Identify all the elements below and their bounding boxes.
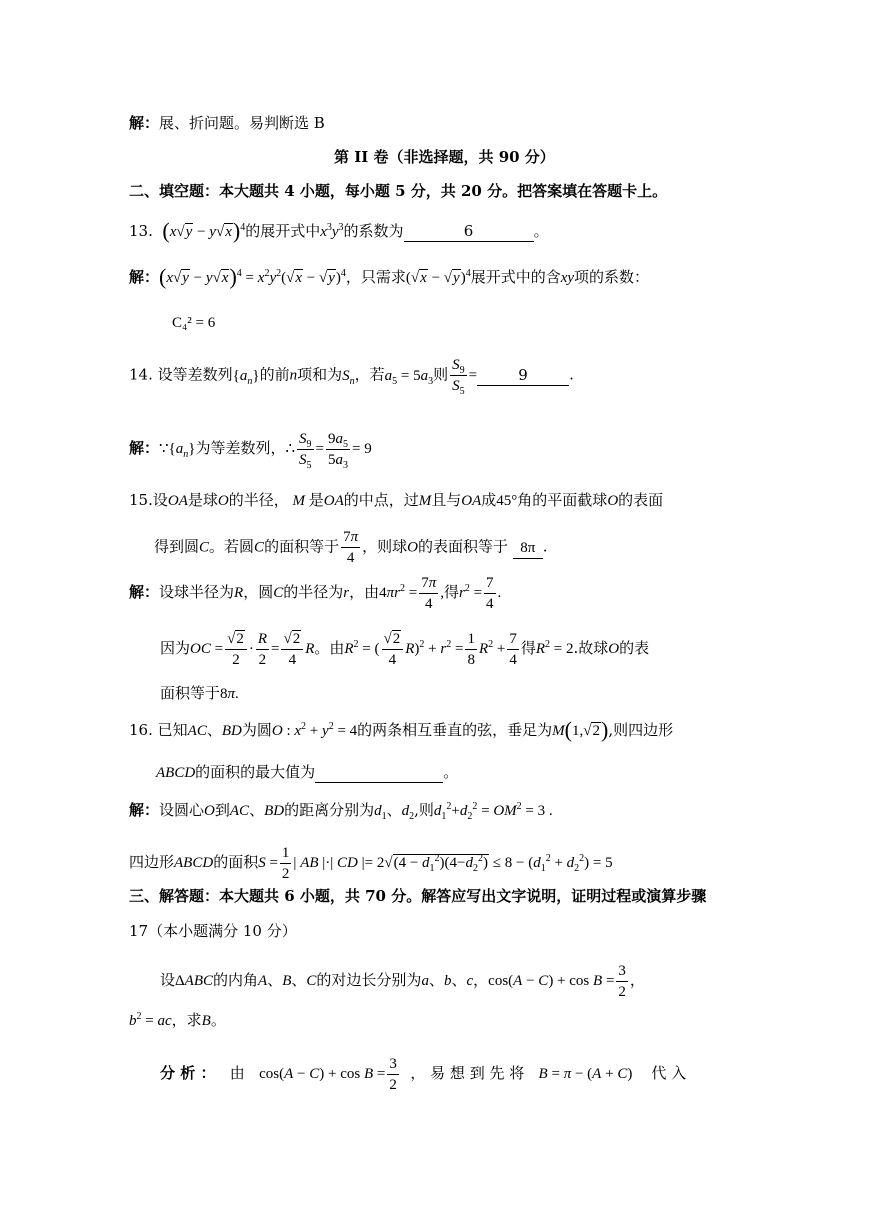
q17-analysis-2: ， 易 想 到 先 将 [410, 1063, 525, 1082]
q16-text-2: 为圆 [241, 721, 272, 739]
q13-solution-text-3: 项的系数： [574, 268, 650, 286]
q15-angle: 45° [496, 493, 518, 509]
q17-analysis-3: 代 入 [651, 1063, 687, 1082]
solution-label: 解： [129, 582, 160, 601]
q15-sol2-a: 因为 [160, 638, 191, 657]
q16-number: 16. [129, 721, 153, 739]
q17-end: 。 [210, 1011, 226, 1029]
q16-d1d2: $d_1$、$d_2$ [374, 803, 415, 822]
q13-solution-text-1: ，只需求 [345, 268, 406, 286]
q12-solution-text: 展、折问题。易判断选 B [159, 114, 325, 132]
q15-text-e: 的中点，过 [343, 491, 419, 509]
q14-question: 14. 设等差数列$\{a_n\}$的前n项和为$S_n$，若$a_5 = 5a_3$则 $\frac{S_9}{S_5}$ = 9 . [129, 357, 574, 397]
q14-text-3: 项和为 [297, 365, 343, 384]
q17-text-2: 的内角 [213, 970, 259, 989]
q15-sol2-e: 的表 [619, 638, 650, 657]
q16-sol-a: 设圆心 [159, 801, 205, 819]
q17-text-4: ， [473, 970, 489, 989]
q15-text-a: 15.设 [129, 491, 168, 509]
q17-text-5: ，求 [171, 1011, 202, 1029]
solution-label: 解： [129, 114, 160, 132]
q17-angle-b: B [282, 972, 292, 989]
q16-point: M(1,√2) [552, 717, 609, 742]
analysis-label: 分 析 ： [160, 1063, 216, 1082]
q13-solution-term: xy [560, 270, 575, 286]
q14-solution [129, 429, 372, 470]
q16-end: 。 [443, 763, 459, 781]
q15-oa: OA [167, 493, 188, 509]
q16-o: O [204, 803, 215, 819]
q15-text-2a: 得到圆 [154, 537, 200, 556]
q14-text-5: 则 [433, 365, 449, 384]
q17-text-3: 的对边长分别为 [316, 970, 422, 989]
q14-solution-seq: $\because\{a_n\}$ [159, 440, 196, 460]
q17-line-2 [129, 1010, 226, 1031]
q15-sol2-c: 得 [520, 638, 536, 657]
q15-line-1 [129, 490, 663, 511]
q15-text-2b: 。若圆 [209, 537, 255, 556]
q15-sol-d: ，由 [349, 582, 380, 601]
q15-m-2: M [418, 493, 432, 509]
solution-label: 解： [129, 438, 160, 457]
q14-seq: $\{a_n\}$ [232, 367, 260, 387]
q15-c: C [199, 539, 210, 556]
q17-analysis-1: 由 [229, 1063, 245, 1082]
q13-solution-expr-2: $(√x - √y)^4$ [405, 268, 471, 286]
section3-heading: 三、解答题：本大题共 6 小题，共 70 分。解答应写出文字说明，证明过程或演算步骤 [129, 887, 707, 905]
q15-text-2e: 的表面积等于 [417, 537, 508, 556]
q15-o-3: O [407, 539, 418, 556]
q14-sn: $S_n$ [342, 367, 355, 387]
q17-analysis-expr-2: B = π − (A + C) [538, 1065, 633, 1082]
q13-term: $x^3y^3$ [320, 222, 344, 240]
q16-sol-b: 到 [214, 801, 230, 819]
q16-sol2-a: 四边形 [129, 852, 175, 871]
q15-sol2-expr-2: $R^2$ = ( $\frac{√2}{4}$ $R)^2 + r^2$ = $\frac{1}{8}$ $R^2$ + $\frac{7}{4}$ [344, 631, 517, 668]
q15-text-d: 是 [308, 491, 324, 509]
q15-fraction: $\frac{7\pi}{4}$ [343, 529, 359, 566]
q16-ac: AC [229, 803, 250, 819]
q13-text-1: 的展开式中 [245, 222, 321, 240]
section2-heading: 二、填空题：本大题共 4 小题，每小题 5 分，共 20 分。把答案填在答题卡上。 [129, 182, 668, 200]
q15-sol-a: 设球半径为 [159, 582, 235, 601]
q14-fraction: $\frac{S_9}{S_5}$ [452, 357, 465, 397]
q15-sol-expr-2: $r^2$ = $\frac{7}{4}$ . [458, 575, 502, 612]
q13-solution [129, 264, 650, 289]
q15-oa-3: OA [461, 493, 482, 509]
q15-sol3-text: 面积等于 [160, 684, 221, 702]
q17-angle-c: C [306, 972, 317, 989]
q15-sol-e: 得 [443, 582, 459, 601]
q15-text-h: 角的平面截球 [517, 491, 608, 509]
q15-o: O [217, 493, 229, 509]
q12-solution [129, 113, 325, 133]
section2-title: 第 II 卷（非选择题，共 90 分） [334, 148, 555, 166]
q17-analysis [160, 1054, 686, 1095]
q15-o-4: O [608, 640, 620, 657]
q15-c-2: C [254, 539, 265, 556]
q16-text-1: 已知 [157, 721, 188, 739]
q16-solution-2 [129, 843, 613, 884]
q16-text-5: 的面积的最大值为 [195, 763, 316, 781]
q15-oa-2: OA [323, 493, 344, 509]
q16-area-expr: S = $\frac{1}{2}$ | AB |·| CD |= $2√(4 - d_1^2)(4-d_2^2) \le 8 - (d_1^2 + d_2^2) = 5$ [258, 845, 613, 882]
q15-sol-c: 的半径为 [283, 582, 344, 601]
q13-result: C₄² = 6 [172, 315, 216, 331]
q15-sol-b: ，圆 [243, 582, 274, 601]
q17-line-1: 设ΔABC的内角A、B、C的对边长分别为a、b、c，cos(A − C) + cos B = $\frac{3}{2}$ ， [160, 963, 645, 1000]
q15-sol3-expr: 8π. [220, 686, 239, 702]
q16-sol-expr: $d_1^2+d_2^2 = OM^2 = 3$ . [433, 801, 553, 822]
q14-answer-blank: 9 [477, 365, 569, 386]
q15-answer-blank: 8π [513, 538, 543, 559]
q17-angles: A [258, 972, 268, 989]
q17-triangle: ΔABC [175, 972, 214, 989]
q13-solution-expr: $(x√y - y√x)^4 = x^2y^2(√x - √y)^4$ [159, 264, 346, 289]
q15-r-small: r [343, 584, 350, 601]
q16-circle: O : $x^2 + y^2 = 4$ [271, 721, 358, 739]
q13-end: 。 [533, 222, 549, 240]
q16-sol-c: 的距离分别为 [284, 801, 375, 819]
q16-text-3: 的两条相互垂直的弦，垂足为 [357, 721, 553, 739]
q16-abcd-2: ABCD [174, 854, 214, 871]
q15-solution-3 [160, 683, 239, 704]
q16-solution-1: 解：设圆心O到AC、BD的距离分别为$d_1$、$d_2$,则$d_1^2+d_2^2 = OM^2 = 3$ . [129, 801, 553, 822]
q17-find-b: B [201, 1013, 211, 1029]
q16-line-2 [156, 762, 458, 783]
solution-label: 解： [129, 801, 160, 819]
q15-o-2: O [607, 493, 619, 509]
q16-chord-bd: BD [221, 723, 242, 739]
q15-r-big: R [234, 584, 244, 601]
q15-solution-1 [129, 573, 501, 614]
q15-c-3: C [273, 584, 284, 601]
q15-text-i: 的表面 [618, 491, 664, 509]
q16-chords: AC [187, 723, 207, 739]
q17-condition: cos(A − C) + cos B = $\frac{3}{2}$ ， [488, 963, 645, 1000]
q15-text-c: 的半径， [228, 491, 289, 509]
q16-bd: BD [264, 803, 285, 819]
q15-m: M [288, 493, 309, 509]
q16-answer-blank [315, 762, 443, 783]
q15-sol2-d: .故球 [573, 638, 609, 657]
q15-text-g: 成 [481, 491, 497, 509]
q15-end: . [542, 537, 548, 556]
q14-number: 14. [129, 365, 153, 384]
q14-text-2: 的前 [259, 365, 290, 384]
q15-text-f: 且与 [431, 491, 462, 509]
q13-solution-text-2: 展开式中的含 [470, 268, 561, 286]
q15-line-2 [154, 527, 548, 568]
q17-condition-2: $b^2$ = ac [129, 1011, 172, 1029]
q15-text-2c: 的面积等于 [264, 537, 340, 556]
q15-sol-expr-1: $4\pi r^2$ = $\frac{7\pi}{4}$ , [379, 575, 444, 612]
q14-n: n [289, 367, 298, 384]
q15-sol2-expr-3: $R^2 = 2$ [535, 638, 574, 657]
q17-side-b: b [443, 972, 452, 989]
q15-sol2-expr-1: OC = $\frac{√2}{2}$ · $\frac{R}{2}$ = $\frac{√2}{4}$ R [190, 631, 315, 668]
q16-sol2-b: 的面积 [213, 852, 259, 871]
q17-title: 17（本小题满分 10 分） [129, 922, 297, 940]
q16-sol-d: ,则 [414, 801, 434, 819]
q14-cond: $a_5 = 5a_3$ [384, 367, 434, 387]
q17-text-1: 设 [160, 970, 176, 989]
q15-sol2-b: 。由 [314, 638, 345, 657]
q13-number: 13. [129, 222, 153, 240]
solution-label: 解： [129, 268, 160, 286]
q14-text-1: 设等差数列 [157, 365, 233, 384]
q16-abcd: ABCD [156, 765, 196, 781]
q13-question [129, 218, 549, 243]
q15-text-2d: ，则球 [362, 537, 408, 556]
q13-answer-blank: 6 [404, 221, 534, 242]
q14-end: . [569, 365, 574, 384]
q15-solution-2 [160, 629, 649, 670]
q14-solution-text: 为等差数列， [195, 438, 286, 457]
q13-expression: $(x√y - y√x)^4$ [162, 218, 246, 243]
q17-side-c: c [466, 972, 474, 989]
q16-text-4: ,则四边形 [608, 721, 674, 739]
q17-analysis-expr: cos(A − C) + cos B = $\frac{3}{2}$ [259, 1056, 397, 1093]
q15-text-b: 是球 [187, 491, 218, 509]
q13-text-2: 的系数为 [343, 222, 404, 240]
q16-line-1: 16. 已知AC、BD为圆O : $x^2 + y^2 = 4$的两条相互垂直的弦，垂足为M(1,√2),则四边形 [129, 717, 674, 742]
q14-solution-expr: ∴ $\frac{S_9}{S_5}$ = $\frac{9a_5}{5a_3}$ = 9 [285, 431, 372, 471]
q17-side-a: a [421, 972, 429, 989]
q14-text-4: ，若 [354, 365, 385, 384]
